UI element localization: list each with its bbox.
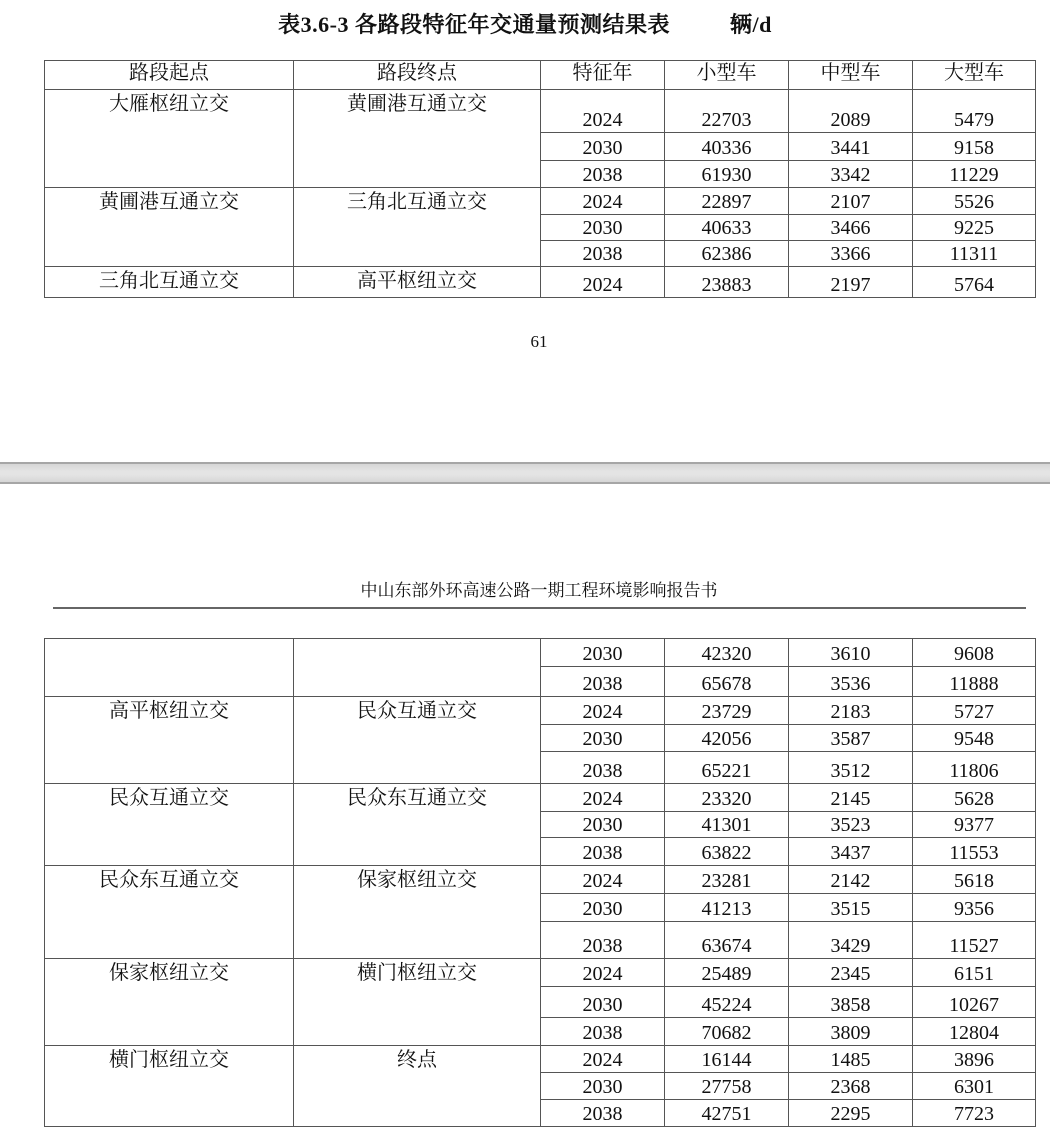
small-vehicle-cell: 40633: [665, 215, 789, 241]
medium-vehicle-cell: 3809: [789, 1018, 913, 1046]
year-cell: 2024: [541, 1046, 665, 1073]
large-vehicle-cell: 11311: [913, 241, 1036, 267]
large-vehicle-cell: 9225: [913, 215, 1036, 241]
segment-end: [294, 639, 541, 697]
year-cell: 2030: [541, 133, 665, 161]
year-cell: 2038: [541, 838, 665, 866]
small-vehicle-cell: 23883: [665, 267, 789, 298]
small-vehicle-cell: 42056: [665, 725, 789, 752]
segment-end: 黄圃港互通立交: [294, 90, 541, 188]
page-61: [0, 0, 1050, 462]
segment-end: 保家枢纽立交: [294, 866, 541, 959]
table-row: [45, 188, 1036, 215]
table-row: [45, 639, 1036, 667]
medium-vehicle-cell: 2345: [789, 959, 913, 987]
table-row: [45, 784, 1036, 812]
year-cell: 2038: [541, 1100, 665, 1127]
caption-unit: 辆/d: [729, 12, 772, 37]
year-cell: 2038: [541, 161, 665, 188]
small-vehicle-cell: 65678: [665, 667, 789, 697]
medium-vehicle-cell: 3587: [789, 725, 913, 752]
segment-end: 民众互通立交: [294, 697, 541, 784]
small-vehicle-cell: 63674: [665, 922, 789, 959]
small-vehicle-cell: 25489: [665, 959, 789, 987]
medium-vehicle-cell: 3466: [789, 215, 913, 241]
large-vehicle-cell: 6151: [913, 959, 1036, 987]
large-vehicle-cell: 10267: [913, 987, 1036, 1018]
large-vehicle-cell: 5479: [913, 90, 1036, 133]
large-vehicle-cell: 11527: [913, 922, 1036, 959]
small-vehicle-cell: 27758: [665, 1073, 789, 1100]
year-cell: 2038: [541, 241, 665, 267]
segment-end: 横门枢纽立交: [294, 959, 541, 1046]
running-header: 中山东部外环高速公路一期工程环境影响报告书: [360, 581, 718, 600]
medium-vehicle-cell: 3366: [789, 241, 913, 267]
table-row: [45, 866, 1036, 894]
table-row: [45, 90, 1036, 133]
segment-end: 三角北互通立交: [294, 188, 541, 267]
medium-vehicle-cell: 1485: [789, 1046, 913, 1073]
medium-vehicle-cell: 2197: [789, 267, 913, 298]
year-cell: 2024: [541, 267, 665, 298]
medium-vehicle-cell: 3429: [789, 922, 913, 959]
segment-start: 民众互通立交: [45, 784, 294, 866]
medium-vehicle-cell: 3437: [789, 838, 913, 866]
segment-start: 大雁枢纽立交: [45, 90, 294, 188]
large-vehicle-cell: 11888: [913, 667, 1036, 697]
year-cell: 2038: [541, 667, 665, 697]
segment-start: 保家枢纽立交: [45, 959, 294, 1046]
small-vehicle-cell: 63822: [665, 838, 789, 866]
header-rule: [53, 607, 1026, 609]
header-year: 特征年: [541, 61, 665, 90]
large-vehicle-cell: 11806: [913, 752, 1036, 784]
medium-vehicle-cell: 3515: [789, 894, 913, 922]
page-number: 61: [530, 332, 548, 351]
segment-start: 横门枢纽立交: [45, 1046, 294, 1127]
small-vehicle-cell: 65221: [665, 752, 789, 784]
large-vehicle-cell: 9158: [913, 133, 1036, 161]
header-medium: 中型车: [789, 61, 913, 90]
small-vehicle-cell: 40336: [665, 133, 789, 161]
small-vehicle-cell: 16144: [665, 1046, 789, 1073]
medium-vehicle-cell: 2295: [789, 1100, 913, 1127]
large-vehicle-cell: 9356: [913, 894, 1036, 922]
table-caption: [0, 8, 1050, 39]
year-cell: 2030: [541, 725, 665, 752]
table-row: [45, 1046, 1036, 1073]
segment-start: 高平枢纽立交: [45, 697, 294, 784]
year-cell: 2030: [541, 639, 665, 667]
medium-vehicle-cell: 3858: [789, 987, 913, 1018]
large-vehicle-cell: 11553: [913, 838, 1036, 866]
segment-end: 高平枢纽立交: [294, 267, 541, 298]
small-vehicle-cell: 23729: [665, 697, 789, 725]
year-cell: 2030: [541, 812, 665, 838]
year-cell: 2024: [541, 90, 665, 133]
table-header-row: [45, 61, 1036, 90]
large-vehicle-cell: 9608: [913, 639, 1036, 667]
medium-vehicle-cell: 2183: [789, 697, 913, 725]
large-vehicle-cell: 11229: [913, 161, 1036, 188]
large-vehicle-cell: 9377: [913, 812, 1036, 838]
segment-start: 三角北互通立交: [45, 267, 294, 298]
table-row: [45, 959, 1036, 987]
small-vehicle-cell: 42320: [665, 639, 789, 667]
medium-vehicle-cell: 2368: [789, 1073, 913, 1100]
medium-vehicle-cell: 3523: [789, 812, 913, 838]
medium-vehicle-cell: 3441: [789, 133, 913, 161]
small-vehicle-cell: 22703: [665, 90, 789, 133]
table-row: [45, 267, 1036, 298]
large-vehicle-cell: 5618: [913, 866, 1036, 894]
medium-vehicle-cell: 3342: [789, 161, 913, 188]
medium-vehicle-cell: 2089: [789, 90, 913, 133]
small-vehicle-cell: 41301: [665, 812, 789, 838]
table-row: [45, 697, 1036, 725]
medium-vehicle-cell: 2107: [789, 188, 913, 215]
large-vehicle-cell: 12804: [913, 1018, 1036, 1046]
small-vehicle-cell: 23320: [665, 784, 789, 812]
large-vehicle-cell: 5526: [913, 188, 1036, 215]
year-cell: 2024: [541, 697, 665, 725]
medium-vehicle-cell: 2142: [789, 866, 913, 894]
year-cell: 2030: [541, 894, 665, 922]
medium-vehicle-cell: 2145: [789, 784, 913, 812]
large-vehicle-cell: 5764: [913, 267, 1036, 298]
header-small: 小型车: [665, 61, 789, 90]
large-vehicle-cell: 6301: [913, 1073, 1036, 1100]
large-vehicle-cell: 7723: [913, 1100, 1036, 1127]
header-end: 路段终点: [294, 61, 541, 90]
medium-vehicle-cell: 3536: [789, 667, 913, 697]
traffic-forecast-table-part1: [44, 60, 1036, 298]
segment-end: 民众东互通立交: [294, 784, 541, 866]
traffic-forecast-table-part2: [44, 638, 1036, 1127]
caption-title: 表3.6-3 各路段特征年交通量预测结果表: [278, 12, 670, 37]
large-vehicle-cell: 5628: [913, 784, 1036, 812]
large-vehicle-cell: 5727: [913, 697, 1036, 725]
small-vehicle-cell: 23281: [665, 866, 789, 894]
year-cell: 2030: [541, 987, 665, 1018]
small-vehicle-cell: 42751: [665, 1100, 789, 1127]
segment-start: 黄圃港互通立交: [45, 188, 294, 267]
page-separator: [0, 462, 1050, 484]
year-cell: 2030: [541, 1073, 665, 1100]
small-vehicle-cell: 22897: [665, 188, 789, 215]
segment-start: 民众东互通立交: [45, 866, 294, 959]
medium-vehicle-cell: 3512: [789, 752, 913, 784]
header-start: 路段起点: [45, 61, 294, 90]
year-cell: 2024: [541, 959, 665, 987]
segment-end: 终点: [294, 1046, 541, 1127]
year-cell: 2024: [541, 188, 665, 215]
header-large: 大型车: [913, 61, 1036, 90]
page-62: [0, 484, 1050, 1132]
year-cell: 2030: [541, 215, 665, 241]
year-cell: 2024: [541, 784, 665, 812]
large-vehicle-cell: 9548: [913, 725, 1036, 752]
small-vehicle-cell: 70682: [665, 1018, 789, 1046]
small-vehicle-cell: 41213: [665, 894, 789, 922]
segment-start: [45, 639, 294, 697]
small-vehicle-cell: 61930: [665, 161, 789, 188]
year-cell: 2038: [541, 1018, 665, 1046]
year-cell: 2038: [541, 752, 665, 784]
medium-vehicle-cell: 3610: [789, 639, 913, 667]
small-vehicle-cell: 45224: [665, 987, 789, 1018]
year-cell: 2038: [541, 922, 665, 959]
year-cell: 2024: [541, 866, 665, 894]
small-vehicle-cell: 62386: [665, 241, 789, 267]
large-vehicle-cell: 3896: [913, 1046, 1036, 1073]
